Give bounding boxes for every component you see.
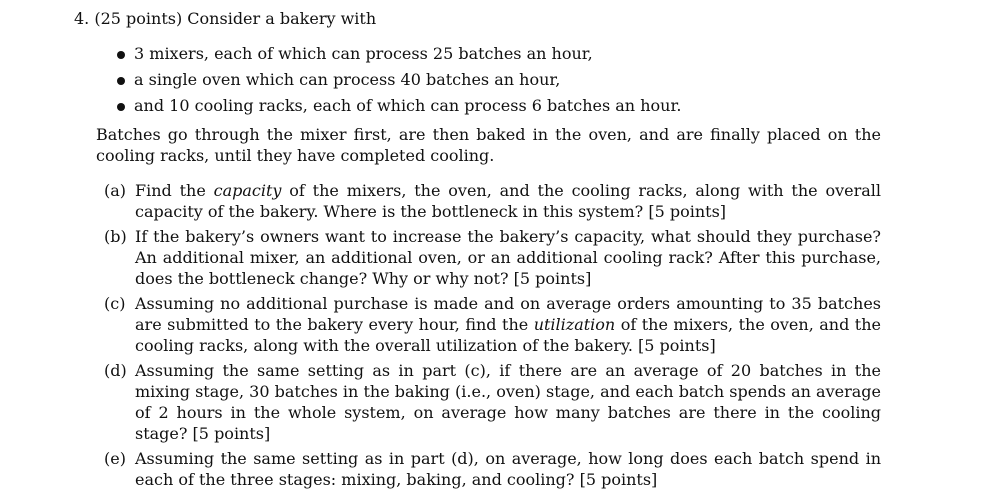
part-text: Assuming no additional purchase is made and on average orders amounting to 35 batches are submitted to the bakery every hour, find the [135,294,881,334]
resource-list [113,41,681,119]
part-emphasis: capacity [213,181,282,200]
question-part-c [96,293,881,356]
bullet-icon [117,103,125,111]
part-text-continued: of the mixers, the oven, and the cooling racks, along with the overall utilization of the bakery. [5 points] [135,315,882,355]
part-text: Find the [135,181,214,200]
question-part-e [96,448,881,490]
list-item-text: 3 mixers, each of which can process 25 batches an hour, [134,44,593,63]
list-item-text: and 10 cooling racks, each of which can process 6 batches an hour. [134,96,682,115]
list-item-text: a single oven which can process 40 batches an hour, [134,70,561,89]
problem-heading: 4. (25 points) Consider a bakery with [74,9,377,28]
question-part-a [96,180,881,222]
bullet-icon [117,51,125,59]
list-item-mixers [113,41,681,67]
question-part-d [96,360,881,444]
part-label: (b) [104,227,127,246]
part-label: (a) [104,181,127,200]
part-label: (e) [104,449,126,468]
part-text: If the bakery’s owners want to increase the bakery’s capacity, what should they purchase? An additional mixer, an additional oven, or an additional cooling rack? After this purchase, does the bottleneck change? Why or why not? [5 points] [135,227,881,288]
list-item-oven [113,67,681,93]
part-label: (c) [104,294,126,313]
part-text-continued: of the mixers, the oven, and the cooling racks, along with the overall capacity of the bakery. Where is the bottleneck in this system? [5 points] [135,181,882,221]
list-item-cooling-racks [113,93,681,119]
part-emphasis: utilization [533,315,616,334]
bullet-icon [117,77,125,85]
process-description: Batches go through the mixer first, are then baked in the oven, and are finally placed on the cooling racks, until they have completed cooling. [96,125,881,165]
question-parts [96,180,881,494]
part-text: Assuming the same setting as in part (d), on average, how long does each batch spend in each of the three stages: mixing, baking, and cooling? [5 points] [135,449,881,489]
part-label: (d) [104,361,127,380]
part-text: Assuming the same setting as in part (c), if there are an average of 20 batches in the mixing stage, 30 batches in the baking (i.e., oven) stage, and each batch spends an average of 2 hours in the whole system, on average how many batches are there in the cooling stage? [5 points] [135,361,881,443]
question-part-b [96,226,881,289]
